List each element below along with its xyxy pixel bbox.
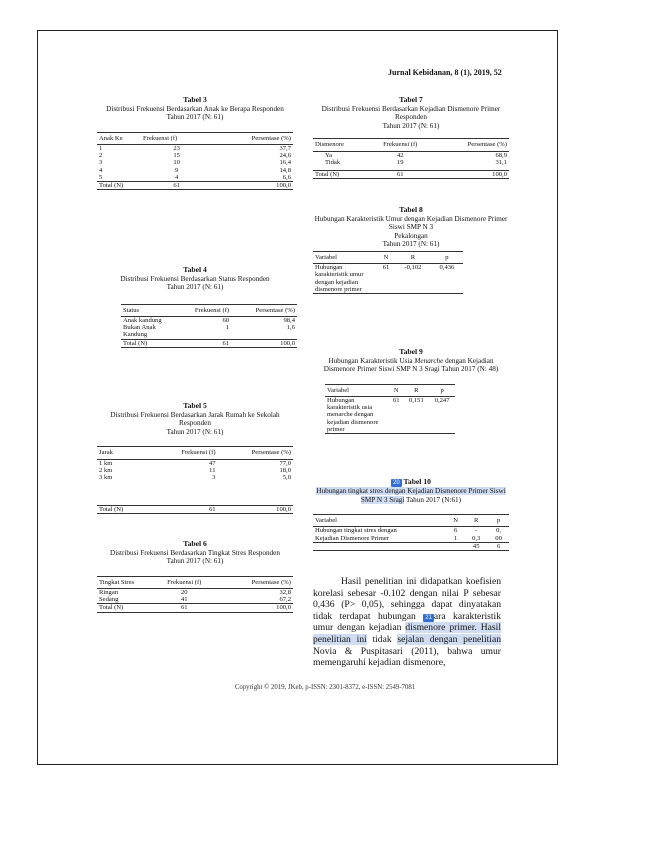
table-row bbox=[97, 152, 293, 159]
table-cell: 16,4 bbox=[279, 159, 291, 167]
table-cell: 1 bbox=[225, 324, 230, 332]
table-7-caption: Distribusi Frekuensi Berdasarkan Kejadian Dismenore Primer Responden bbox=[321, 104, 501, 122]
table-header-cell: Tingkat Stres bbox=[97, 576, 151, 588]
table-10-year: Tahun 2017 (N:61) bbox=[404, 495, 462, 504]
table-cell: 4 bbox=[99, 166, 103, 174]
table-cell: 6,6 bbox=[282, 173, 291, 181]
table-cell bbox=[313, 542, 447, 550]
table-cell: 61 bbox=[151, 506, 218, 514]
table-cell: 61 bbox=[141, 182, 212, 190]
table-cell: 18,0 bbox=[279, 466, 291, 474]
table-row bbox=[121, 316, 297, 324]
table-cell: 47 bbox=[208, 459, 216, 467]
table-cell: 4 bbox=[174, 173, 179, 181]
table-cell: 1 bbox=[99, 144, 103, 152]
table-cell: 20 bbox=[180, 588, 188, 596]
table-cell: 41 bbox=[180, 596, 188, 604]
table-cell: 10 bbox=[173, 159, 180, 167]
table-cell: 5 bbox=[99, 173, 103, 181]
table-cell: 24,6 bbox=[279, 152, 291, 160]
table-row bbox=[97, 144, 293, 152]
table-4-title: Tabel 4 bbox=[183, 265, 207, 274]
table-row bbox=[97, 159, 293, 166]
table-cell: Sedang bbox=[99, 596, 119, 604]
table-row bbox=[313, 542, 509, 550]
table-5-title: Tabel 5 bbox=[183, 401, 207, 410]
table-header-cell: Persentase (%) bbox=[212, 132, 293, 144]
table-cell: 3 bbox=[212, 473, 216, 481]
table-cell: 100,0 bbox=[218, 604, 293, 612]
table-cell: Hubungan karakteristik umur dengan kejadian dismenore primer bbox=[313, 264, 377, 294]
table-header-cell: Variabel bbox=[325, 384, 389, 396]
table-cell: Hubungan tingkat stres dengan bbox=[315, 527, 397, 535]
table-cell: 3 bbox=[99, 159, 103, 167]
table-row bbox=[97, 467, 293, 474]
table-3-grid bbox=[97, 132, 293, 190]
table-cell: 1 bbox=[453, 534, 458, 542]
table-row bbox=[97, 459, 293, 467]
table-cell: 0,151 bbox=[403, 396, 429, 433]
table-cell: Total (N) bbox=[313, 170, 367, 178]
table-cell: 61 bbox=[367, 170, 434, 178]
table-cell: 2 bbox=[99, 152, 103, 160]
table-cell: 6 bbox=[453, 527, 458, 535]
table-cell: 6 bbox=[488, 542, 509, 550]
table-cell: -0,102 bbox=[395, 264, 431, 294]
table-cell: 00 bbox=[495, 534, 502, 542]
table-header-cell: R bbox=[464, 515, 488, 527]
table-header-cell: Jarak bbox=[97, 447, 151, 459]
table-10-grid bbox=[313, 514, 509, 551]
table-8-caption: Hubungan Karakteristik Umur dengan Kejadian Dismenore Primer Siswi SMP N 3 bbox=[314, 214, 508, 232]
table-row bbox=[97, 588, 293, 596]
table-cell: 5,0 bbox=[282, 473, 291, 481]
table-header-cell: Frekuensi (f) bbox=[151, 447, 218, 459]
table-cell: 11 bbox=[209, 466, 216, 474]
table-cell: 19 bbox=[396, 158, 404, 166]
table-8 bbox=[313, 206, 509, 294]
table-cell: 31,1 bbox=[495, 158, 507, 166]
table-3-year: Tahun 2017 (N: 61) bbox=[166, 113, 224, 122]
table-9-grid bbox=[325, 384, 455, 434]
table-cell: 77,0 bbox=[279, 459, 291, 467]
table-cell: Ya bbox=[325, 151, 333, 159]
table-3 bbox=[97, 96, 293, 190]
annotation-badge[interactable]: 20 bbox=[393, 480, 400, 486]
table-cell: 68,9 bbox=[495, 151, 507, 159]
table-6-grid bbox=[97, 576, 293, 613]
table-8-grid bbox=[313, 251, 463, 294]
table-row bbox=[313, 264, 463, 294]
table-header-cell: Frekuensi (f) bbox=[151, 576, 218, 588]
table-cell: 0, bbox=[496, 527, 502, 535]
table-cell: Bukan Anak Kandung bbox=[123, 324, 156, 339]
table-cell: 0,436 bbox=[431, 264, 463, 294]
table-cell: 100,0 bbox=[231, 339, 297, 347]
table-header-cell: Persentase (%) bbox=[231, 304, 297, 316]
table-cell bbox=[447, 542, 464, 550]
table-10 bbox=[313, 478, 509, 551]
body-paragraph: Hasil penelitian ini didapatkan koefisien korelasi sebesar -0.102 dengan nilai P sebesar 0,436 (P> 0,05), sehingga dapat dinyatakan tidak terdapat hubungan 21 ara karakteristik umur dengan kejadian dismenore primer. Hasil penelitian ini tidak sejalan dengan penelitian Novia & Puspitasari (2011), bahwa umur memengaruhi kejadian dismenore, bbox=[313, 576, 502, 669]
table-header-cell: Frekuensi (f) bbox=[173, 304, 231, 316]
table-cell: Hubungan karakteristik usia menarche dengan kejadian dismenore primer bbox=[325, 396, 389, 433]
table-header-cell: p bbox=[488, 515, 509, 527]
table-header-cell: Dismenore bbox=[313, 139, 367, 151]
table-header-cell: p bbox=[429, 384, 455, 396]
table-total-row bbox=[97, 182, 293, 190]
table-cell: 2 km bbox=[99, 466, 113, 474]
table-cell: 61 bbox=[151, 604, 218, 612]
table-3-title: Tabel 3 bbox=[183, 95, 207, 104]
table-row bbox=[313, 159, 509, 166]
table-header-cell: N bbox=[389, 384, 403, 396]
table-cell: Total (N) bbox=[97, 506, 151, 514]
table-cell: 15 bbox=[173, 152, 180, 160]
table-cell: Ringan bbox=[99, 588, 119, 596]
table-cell: 67,2 bbox=[279, 596, 291, 604]
table-cell: 23 bbox=[173, 144, 180, 152]
table-header-cell: Frekuensi (f) bbox=[367, 139, 434, 151]
table-6-caption: Distribusi Frekuensi Berdasarkan Tingkat Stres Responden bbox=[110, 548, 280, 557]
table-cell: Kejadian Dismenore Primer bbox=[315, 534, 389, 542]
table-cell: 100,0 bbox=[212, 182, 293, 190]
table-cell: Total (N) bbox=[97, 604, 151, 612]
table-10-caption: Hubungan tingkat stres dengan Kejadian Dismenore Primer Siswi bbox=[316, 487, 506, 495]
table-header-cell: p bbox=[431, 251, 463, 263]
table-header-cell: Persentase (%) bbox=[218, 447, 293, 459]
table-header-cell: N bbox=[447, 515, 464, 527]
table-cell: 1 km bbox=[99, 459, 113, 467]
table-cell: 14,8 bbox=[279, 166, 291, 174]
table-header-cell: Variabel bbox=[313, 251, 377, 263]
table-cell: 9 bbox=[174, 166, 179, 174]
table-9 bbox=[313, 348, 509, 434]
table-header-cell: Persentase (%) bbox=[218, 576, 293, 588]
table-5-caption: Distribusi Frekuensi Berdasarkan Jarak Rumah ke Sekolah Responden bbox=[110, 410, 280, 428]
table-4-grid bbox=[121, 304, 297, 348]
table-10-year-highlight: SMP N 3 Sragi bbox=[360, 495, 405, 504]
table-cell: Total (N) bbox=[121, 339, 173, 347]
table-header-cell: Frekuensi (f) bbox=[141, 132, 212, 144]
table-cell: 45 bbox=[464, 542, 488, 550]
table-cell: 100,0 bbox=[218, 506, 293, 514]
table-4-year: Tahun 2017 (N: 61) bbox=[166, 283, 224, 292]
table-header-cell: Status bbox=[121, 304, 173, 316]
table-cell: 61 bbox=[377, 264, 395, 294]
table-cell: 61 bbox=[389, 396, 403, 433]
table-3-caption: Distribusi Frekuensi Berdasarkan Anak ke Berapa Responden bbox=[106, 104, 284, 113]
table-8-title: Tabel 8 bbox=[399, 205, 423, 214]
journal-header: Jurnal Kebidanan, 8 (1), 2019, 52 bbox=[388, 68, 502, 77]
table-header-cell: Anak Ke bbox=[97, 132, 141, 144]
table-cell: 3 km bbox=[99, 473, 113, 481]
highlight: sejalan dengan penelitian bbox=[397, 633, 501, 645]
table-row bbox=[313, 527, 509, 535]
table-9-title: Tabel 9 bbox=[399, 347, 423, 356]
table-total-row bbox=[97, 506, 293, 514]
table-7 bbox=[313, 96, 509, 179]
table-total-row bbox=[121, 339, 297, 347]
table-7-title: Tabel 7 bbox=[399, 95, 423, 104]
table-8-caption-2: Pekalongan bbox=[394, 231, 428, 240]
table-header-cell: R bbox=[403, 384, 429, 396]
table-total-row bbox=[313, 170, 509, 178]
table-7-grid bbox=[313, 138, 509, 179]
table-row bbox=[97, 174, 293, 182]
table-cell: - bbox=[475, 527, 478, 535]
table-6 bbox=[97, 540, 293, 613]
table-cell: 0,247 bbox=[429, 396, 455, 433]
table-row bbox=[313, 151, 509, 159]
table-header-cell: R bbox=[395, 251, 431, 263]
table-header-cell: N bbox=[377, 251, 395, 263]
table-6-title: Tabel 6 bbox=[183, 539, 207, 548]
table-total-row bbox=[97, 604, 293, 612]
table-row bbox=[97, 596, 293, 604]
table-row bbox=[97, 474, 293, 481]
table-5-grid bbox=[97, 446, 293, 514]
table-cell: 37,7 bbox=[279, 144, 291, 152]
table-row bbox=[313, 535, 509, 543]
table-5-year: Tahun 2017 (N: 61) bbox=[166, 427, 224, 436]
table-4-caption: Distribusi Frekuensi Berdasarkan Status Responden bbox=[120, 274, 270, 283]
table-cell: 98,4 bbox=[283, 316, 295, 324]
table-cell: Tidak bbox=[325, 158, 341, 166]
table-cell: 32,8 bbox=[279, 588, 291, 596]
table-cell: Anak kandung bbox=[123, 316, 162, 324]
table-cell: 61 bbox=[173, 339, 231, 347]
table-cell: 0,3 bbox=[472, 534, 481, 542]
table-5 bbox=[97, 402, 293, 514]
table-6-year: Tahun 2017 (N: 61) bbox=[166, 557, 224, 566]
table-4 bbox=[97, 266, 293, 348]
table-9-caption: Hubungan Karakteristik Usia Menarche dengan Kejadian Dismenore Primer Siswi SMP N 3 Sragi Tahun 2017 (N: 48) bbox=[323, 356, 499, 374]
table-7-year: Tahun 2017 (N: 61) bbox=[382, 121, 440, 130]
table-10-title: Tabel 10 bbox=[403, 477, 431, 486]
table-8-year: Tahun 2017 (N: 61) bbox=[382, 240, 440, 249]
table-cell: 42 bbox=[396, 151, 404, 159]
table-row bbox=[121, 324, 297, 339]
table-cell: 60 bbox=[222, 316, 230, 324]
table-header-cell: Variabel bbox=[313, 515, 447, 527]
highlight: dismenore primer. Hasil penelitian ini bbox=[313, 622, 501, 645]
table-cell: Total (N) bbox=[97, 182, 141, 190]
table-row bbox=[325, 396, 455, 433]
table-row bbox=[97, 167, 293, 174]
copyright-footer: Copyright © 2019, JKeb, p-ISSN: 2301-8372, e-ISSN: 2549-7081 bbox=[234, 684, 416, 691]
annotation-badge[interactable]: 21 bbox=[425, 614, 432, 621]
table-cell: 1,6 bbox=[286, 324, 295, 332]
table-header-cell: Persentase (%) bbox=[434, 139, 509, 151]
table-cell: 100,0 bbox=[434, 170, 509, 178]
